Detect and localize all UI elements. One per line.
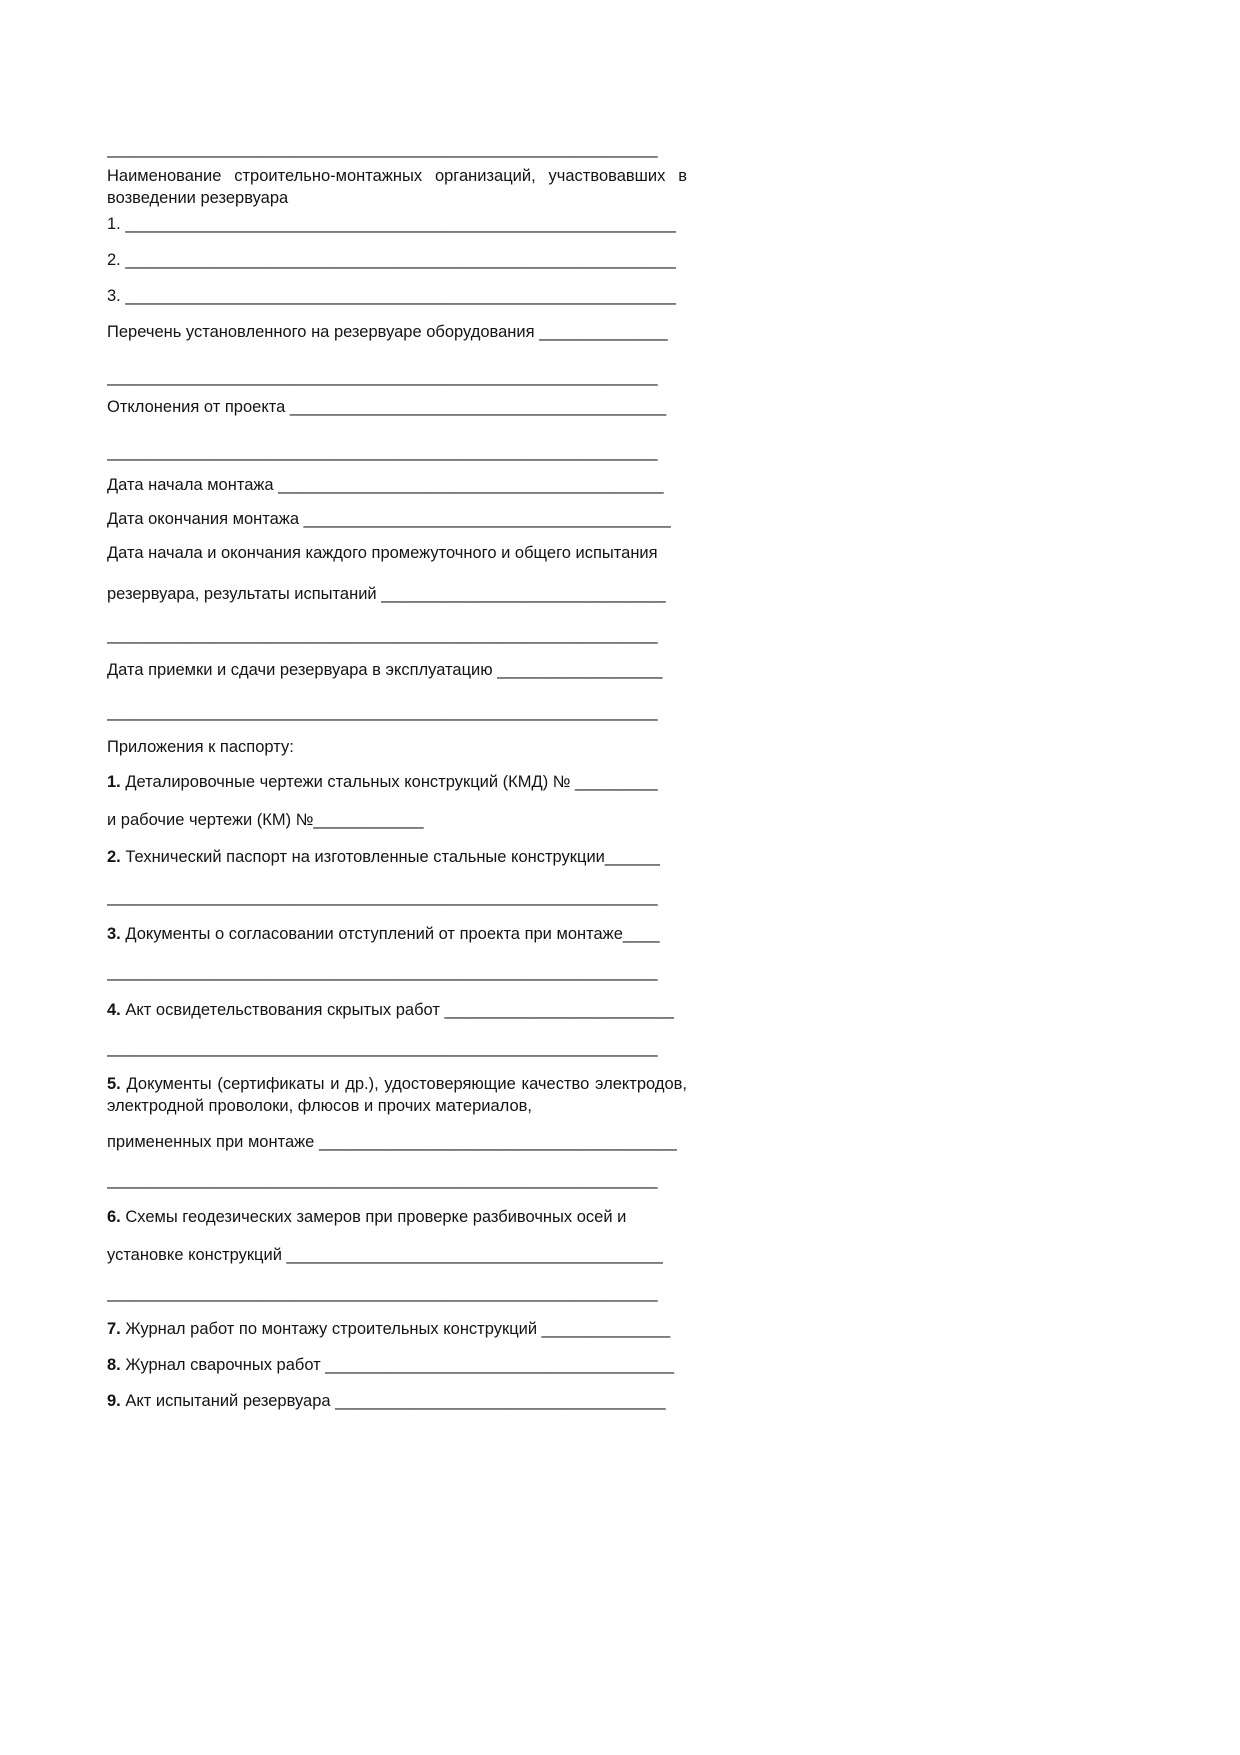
commissioning-continuation-line: ____________________________________________________________ xyxy=(107,703,658,721)
appendix-2-number: 2. xyxy=(107,848,121,866)
appendix-7-erection-log-field: 7. Журнал работ по монтажу строительных конструкций ______________ xyxy=(107,1320,671,1338)
equipment-list-continuation-line: ____________________________________________________________ xyxy=(107,368,658,386)
appendix-5-usage-field: примененных при монтаже _______________________________________ xyxy=(107,1133,677,1151)
appendix-3-continuation-line: ____________________________________________________________ xyxy=(107,963,658,981)
installation-end-date-field: Дата окончания монтажа ________________________________________ xyxy=(107,510,671,528)
org-line-3: 3. ____________________________________________________________ xyxy=(107,287,676,305)
equipment-list-field: Перечень установленного на резервуаре оборудования ______________ xyxy=(107,323,668,341)
appendix-6-installation-field: установке конструкций _________________________________________ xyxy=(107,1246,663,1264)
appendix-4-number: 4. xyxy=(107,1001,121,1019)
testing-results-continuation-line: ____________________________________________________________ xyxy=(107,626,658,644)
appendix-2-continuation-line: ____________________________________________________________ xyxy=(107,888,658,906)
appendix-1-number: 1. xyxy=(107,773,121,791)
appendix-1-working-drawings-field: и рабочие чертежи (КМ) №____________ xyxy=(107,811,424,829)
appendix-6-geodesic-schemes-label: 6. Схемы геодезических замеров при проверке разбивочных осей и xyxy=(107,1208,627,1226)
appendix-6-continuation-line: ____________________________________________________________ xyxy=(107,1284,658,1302)
orgs-label: Наименование строительно-монтажных организаций, участвовавших в возведении резервуара xyxy=(107,167,687,207)
testing-dates-label: Дата начала и окончания каждого промежуточного и общего испытания xyxy=(107,544,658,562)
blank-line-top: ____________________________________________________________ xyxy=(107,140,658,158)
appendix-3-number: 3. xyxy=(107,925,121,943)
appendix-7-number: 7. xyxy=(107,1320,121,1338)
org-line-1: 1. ____________________________________________________________ xyxy=(107,215,676,233)
appendix-4-hidden-works-act-field: 4. Акт освидетельствования скрытых работ _________________________ xyxy=(107,1001,674,1019)
appendix-6-number: 6. xyxy=(107,1208,121,1226)
appendix-2-passport-field: 2. Технический паспорт на изготовленные стальные конструкции______ xyxy=(107,848,660,866)
appendix-3-deviation-docs-field: 3. Документы о согласовании отступлений от проекта при монтаже____ xyxy=(107,925,660,943)
appendix-1-drawings-field: 1. Деталировочные чертежи стальных конструкций (КМД) № _________ xyxy=(107,773,658,791)
project-deviations-continuation-line: ____________________________________________________________ xyxy=(107,443,658,461)
commissioning-date-field: Дата приемки и сдачи резервуара в эксплуатацию __________________ xyxy=(107,661,663,679)
appendix-9-testing-act-field: 9. Акт испытаний резервуара ____________________________________ xyxy=(107,1392,666,1410)
appendix-4-continuation-line: ____________________________________________________________ xyxy=(107,1039,658,1057)
appendix-9-number: 9. xyxy=(107,1392,121,1410)
document-page xyxy=(107,138,687,1412)
appendix-8-number: 8. xyxy=(107,1356,121,1374)
project-deviations-field: Отклонения от проекта _________________________________________ xyxy=(107,398,667,416)
appendix-8-welding-log-field: 8. Журнал сварочных работ ______________________________________ xyxy=(107,1356,675,1374)
appendix-5-number: 5. xyxy=(107,1075,121,1093)
org-line-2: 2. ____________________________________________________________ xyxy=(107,251,676,269)
appendix-5-continuation-line: ____________________________________________________________ xyxy=(107,1171,658,1189)
installation-start-date-field: Дата начала монтажа __________________________________________ xyxy=(107,476,664,494)
appendices-heading: Приложения к паспорту: xyxy=(107,738,294,756)
appendix-5-materials-docs-label: 5. Документы (сертификаты и др.), удостоверяющие качество электродов, электродной проволоки, флюсов и прочих материалов, xyxy=(107,1075,687,1115)
testing-results-field: резервуара, результаты испытаний _______________________________ xyxy=(107,585,666,603)
